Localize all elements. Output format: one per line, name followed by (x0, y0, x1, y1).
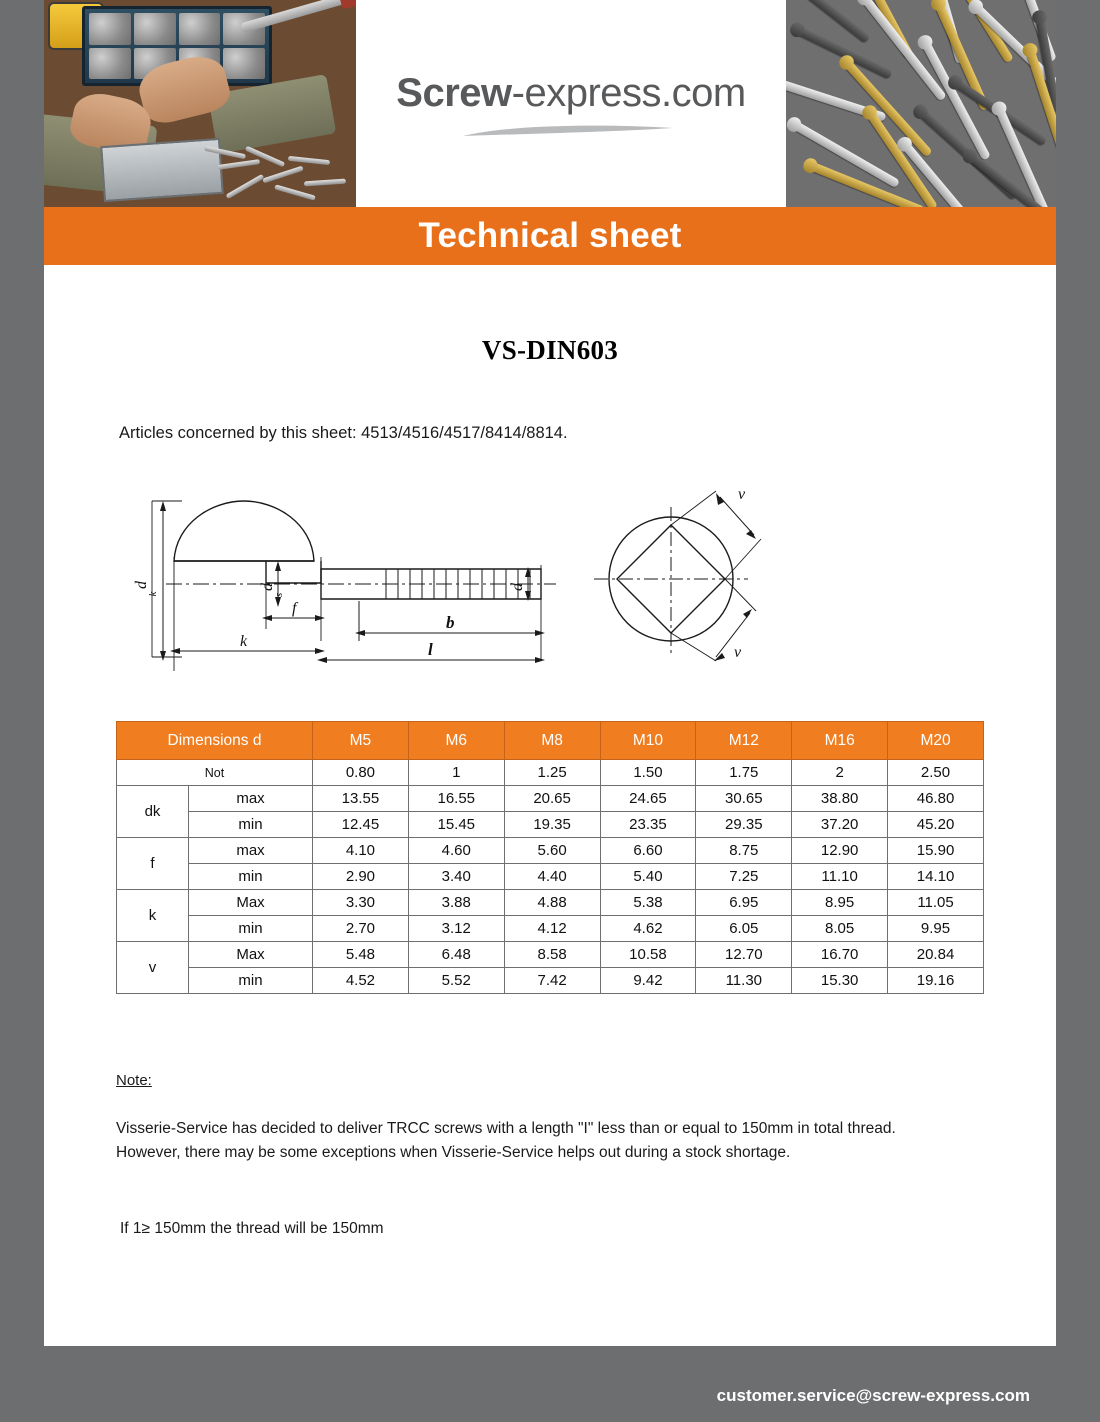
cell: 2 (792, 760, 888, 786)
table-row (117, 760, 984, 786)
page-body (44, 0, 1056, 1422)
brand-name-part2: -express.com (511, 71, 746, 115)
brand-block (356, 0, 786, 207)
cell: 7.42 (504, 968, 600, 994)
cell-not-label: Not (117, 760, 313, 786)
cell: 2.50 (888, 760, 984, 786)
th-m6: M6 (408, 722, 504, 760)
cell-sublabel: Max (189, 942, 313, 968)
cell: 15.90 (888, 838, 984, 864)
cell: 23.35 (600, 812, 696, 838)
cell: 38.80 (792, 786, 888, 812)
cell: 15.45 (408, 812, 504, 838)
cell-sublabel: min (189, 968, 313, 994)
cell: 8.05 (792, 916, 888, 942)
cell: 20.84 (888, 942, 984, 968)
cell: 20.65 (504, 786, 600, 812)
workbench-photo (44, 0, 356, 207)
cell: 0.80 (313, 760, 409, 786)
cell: 3.30 (313, 890, 409, 916)
cell: 37.20 (792, 812, 888, 838)
cell: 4.62 (600, 916, 696, 942)
cell: 4.12 (504, 916, 600, 942)
cell: 4.52 (313, 968, 409, 994)
cell: 30.65 (696, 786, 792, 812)
drawing-svg (116, 461, 776, 681)
brand-name-part1: Screw (396, 71, 512, 115)
th-m16: M16 (792, 722, 888, 760)
th-m20: M20 (888, 722, 984, 760)
cell: 5.60 (504, 838, 600, 864)
cell-sublabel: min (189, 916, 313, 942)
cell: 5.38 (600, 890, 696, 916)
brand-swoosh-icon (461, 122, 681, 140)
page-left-margin (0, 0, 44, 1422)
cell-sublabel: min (189, 864, 313, 890)
cell: 11.05 (888, 890, 984, 916)
cell: 8.75 (696, 838, 792, 864)
note-paragraph-secondary: If 1≥ 150mm the thread will be 150mm (120, 1220, 384, 1238)
page-right-margin (1056, 0, 1100, 1422)
cell: 1.25 (504, 760, 600, 786)
label-b: b (446, 613, 455, 632)
cell: 9.42 (600, 968, 696, 994)
label-d: d (509, 583, 526, 591)
note-label: Note: (116, 1072, 152, 1089)
cell: 12.45 (313, 812, 409, 838)
footer-white-spacer (44, 1308, 1056, 1346)
label-f: f (292, 600, 297, 617)
cell: 46.80 (888, 786, 984, 812)
th-m12: M12 (696, 722, 792, 760)
cell: 9.95 (888, 916, 984, 942)
cell: 10.58 (600, 942, 696, 968)
technical-drawing (44, 461, 1056, 681)
cell-sublabel: Max (189, 890, 313, 916)
table-row (117, 864, 984, 890)
label-dk: d (133, 581, 150, 589)
th-dimensions-d: Dimensions d (117, 722, 313, 760)
th-m5: M5 (313, 722, 409, 760)
cell: 29.35 (696, 812, 792, 838)
cell: 45.20 (888, 812, 984, 838)
table-row (117, 838, 984, 864)
screw-pile-photo (786, 0, 1056, 207)
table-row (117, 890, 984, 916)
table-row (117, 916, 984, 942)
cell: 6.48 (408, 942, 504, 968)
cell: 2.70 (313, 916, 409, 942)
label-l: l (428, 640, 433, 659)
label-ds: d (259, 583, 276, 591)
cell: 8.58 (504, 942, 600, 968)
table-row (117, 968, 984, 994)
page-title: VS-DIN603 (481, 335, 619, 365)
footer-email[interactable]: customer.service@screw-express.com (716, 1386, 1030, 1405)
cell-group-label-f: f (117, 838, 189, 890)
page-footer (0, 1346, 1100, 1422)
table-row (117, 786, 984, 812)
cell: 11.30 (696, 968, 792, 994)
brand-name (396, 71, 745, 116)
cell: 3.12 (408, 916, 504, 942)
label-k: k (240, 633, 248, 650)
cell: 24.65 (600, 786, 696, 812)
document-content (44, 335, 1056, 1241)
cell: 8.95 (792, 890, 888, 916)
cell: 11.10 (792, 864, 888, 890)
cell: 13.55 (313, 786, 409, 812)
note-block (44, 1072, 1056, 1241)
cell-group-label-v: v (117, 942, 189, 994)
cell: 5.52 (408, 968, 504, 994)
cell: 12.70 (696, 942, 792, 968)
cell: 6.05 (696, 916, 792, 942)
cell: 5.40 (600, 864, 696, 890)
th-m8: M8 (504, 722, 600, 760)
dimensions-table-wrap (44, 721, 1056, 994)
label-dk-sub: k (147, 591, 159, 597)
cell: 14.10 (888, 864, 984, 890)
label-v-bottom: v (734, 644, 742, 661)
cell-group-label-k: k (117, 890, 189, 942)
cell: 12.90 (792, 838, 888, 864)
label-ds-sub: s (273, 592, 285, 598)
cell-sublabel: max (189, 786, 313, 812)
cell-sublabel: max (189, 838, 313, 864)
cell: 16.70 (792, 942, 888, 968)
cell: 1.75 (696, 760, 792, 786)
cell: 6.95 (696, 890, 792, 916)
label-v-top: v (738, 486, 746, 503)
cell: 3.88 (408, 890, 504, 916)
articles-concerned-text: Articles concerned by this sheet: 4513/4516/4517/8414/8814. (119, 424, 568, 442)
loose-screws-left (204, 150, 344, 204)
cell: 19.16 (888, 968, 984, 994)
dimensions-table (116, 721, 984, 994)
cell: 4.88 (504, 890, 600, 916)
technical-sheet-banner (44, 207, 1056, 265)
cell: 16.55 (408, 786, 504, 812)
cell: 6.60 (600, 838, 696, 864)
banner-title: Technical sheet (418, 216, 682, 255)
cell: 15.30 (792, 968, 888, 994)
cell: 19.35 (504, 812, 600, 838)
cell: 3.40 (408, 864, 504, 890)
cell-group-label-dk: dk (117, 786, 189, 838)
cell: 1.50 (600, 760, 696, 786)
cell: 1 (408, 760, 504, 786)
cell: 5.48 (313, 942, 409, 968)
note-paragraph: Visserie-Service has decided to deliver TRCC screws with a length "I" less than or equal to 150mm in total thread. However, there may be some exceptions when Visserie-Service helps out during a stock shortage. (116, 1120, 896, 1162)
th-m10: M10 (600, 722, 696, 760)
cell: 4.10 (313, 838, 409, 864)
cell-sublabel: min (189, 812, 313, 838)
table-header-row (117, 722, 984, 760)
page-header (44, 0, 1056, 207)
table-row (117, 812, 984, 838)
cell: 7.25 (696, 864, 792, 890)
table-row (117, 942, 984, 968)
cell: 2.90 (313, 864, 409, 890)
cell: 4.40 (504, 864, 600, 890)
cell: 4.60 (408, 838, 504, 864)
